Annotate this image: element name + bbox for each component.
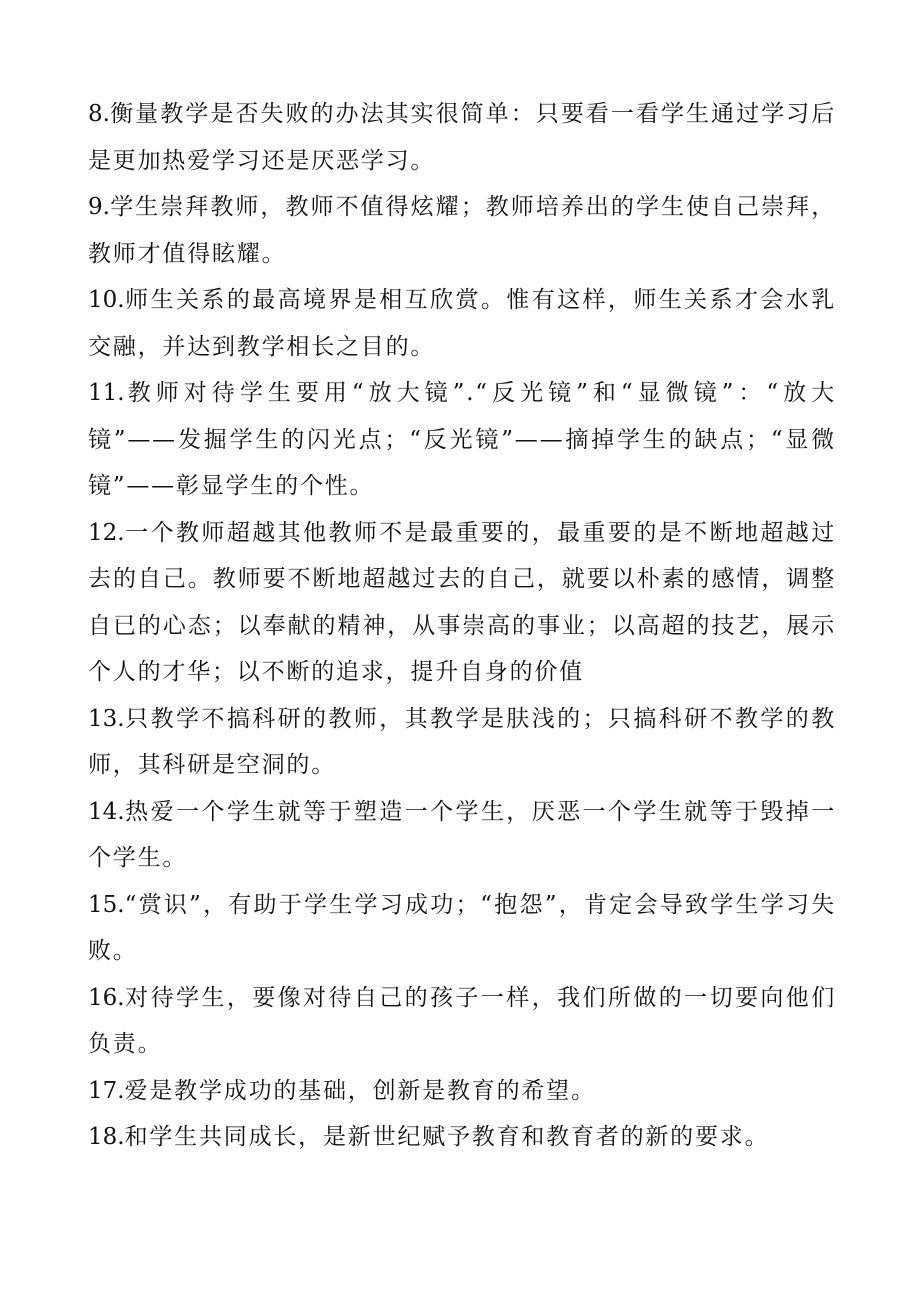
- item-text: 教师对待学生要用“放大镜”.“反光镜”和“显微镜”：“放大镜”——发掘学生的闪光点；“反光镜”——摘掉学生的缺点；“显微镜”——彰显学生的个性。: [88, 380, 836, 499]
- item-number: 13.: [88, 705, 125, 732]
- item-text: 爱是教学成功的基础，创新是教育的希望。: [124, 1077, 596, 1104]
- list-item: [88, 789, 836, 882]
- item-number: 11.: [88, 380, 125, 406]
- list-item: [88, 184, 836, 277]
- item-number: 10.: [88, 287, 125, 313]
- item-number: 18.: [88, 1124, 125, 1150]
- list-item: [88, 1068, 836, 1115]
- item-number: 8.: [88, 101, 110, 127]
- item-text: “赏识”，有助于学生学习成功；“抱怨”，肯定会导致学生学习失败。: [88, 891, 836, 964]
- item-number: 9.: [88, 194, 110, 220]
- item-text: 一个教师超越其他教师不是最重要的，最重要的是不断地超越过去的自己。教师要不断地超越过去的自己，就要以朴素的感情，调整自已的心态；以奉献的精神，从事崇高的事业；以高超的技艺，展示个人的才华；以不断的追求，提升自身的价值: [88, 519, 836, 685]
- item-number: 15.: [88, 891, 125, 918]
- list-item: [88, 696, 836, 789]
- list-item: [88, 370, 836, 510]
- item-text: 和学生共同成长，是新世纪赋予教育和教育者的新的要求。: [124, 1124, 770, 1150]
- item-number: 12.: [88, 519, 125, 546]
- item-text: 热爱一个学生就等于塑造一个学生，厌恶一个学生就等于毁掉一个学生。: [88, 798, 836, 871]
- list-item: [88, 1114, 836, 1161]
- item-number: 16.: [88, 984, 125, 1011]
- item-number: 14.: [88, 798, 125, 825]
- list-item: [88, 882, 836, 975]
- item-text: 衡量教学是否失败的办法其实很简单：只要看一看学生通过学习后是更加热爱学习还是厌恶学习。: [88, 101, 836, 174]
- item-text: 学生崇拜教师，教师不值得炫耀；教师培养出的学生使自己崇拜，教师才值得眩耀。: [88, 194, 836, 267]
- item-text: 师生关系的最高境界是相互欣赏。惟有这样，师生关系才会水乳交融，并达到教学相长之目的。: [88, 287, 836, 360]
- list-item: [88, 277, 836, 370]
- item-number: 17.: [88, 1077, 125, 1104]
- list-item: [88, 91, 836, 184]
- document-page: [88, 91, 836, 1161]
- item-text: 只教学不搞科研的教师，其教学是肤浅的；只搞科研不教学的教师，其科研是空洞的。: [88, 705, 836, 778]
- item-text: 对待学生，要像对待自己的孩子一样，我们所做的一切要向他们负责。: [88, 984, 836, 1057]
- list-item: [88, 510, 836, 696]
- list-item: [88, 975, 836, 1068]
